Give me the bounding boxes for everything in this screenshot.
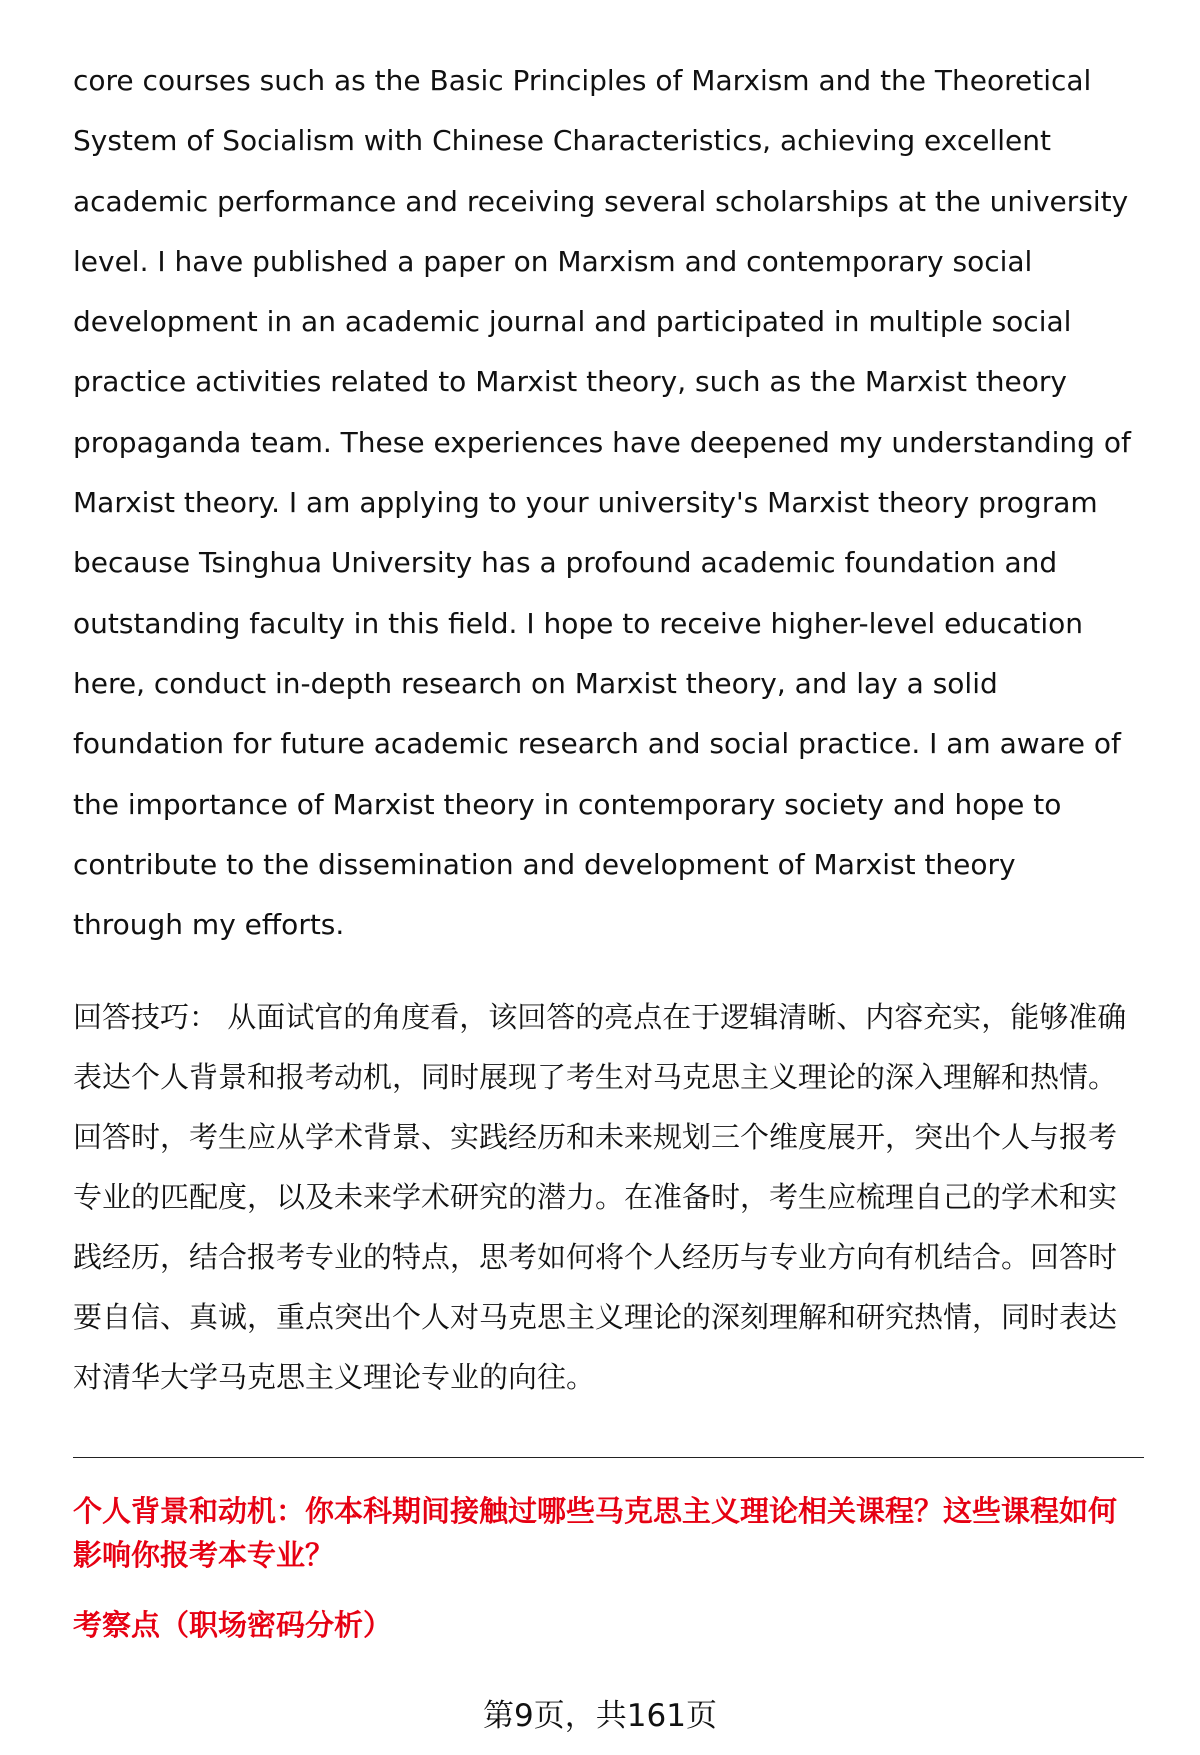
text-line: core courses such as the Basic Principles of Marxism and the Theoretical — [73, 64, 1092, 97]
text-line: contribute to the dissemination and development of Marxist theory — [73, 847, 1016, 881]
text-line: practice activities related to Marxist theory, such as the Marxist theory — [73, 365, 1067, 399]
text-line: System of Socialism with Chinese Characteristics, achieving excellent — [73, 124, 1051, 158]
text-line: the importance of Marxist theory in contemporary society and hope to — [73, 787, 1062, 821]
text-line: here, conduct in-depth research on Marxist theory, and lay a solid — [73, 666, 998, 700]
page-number: 第9页，共161页 — [483, 1698, 717, 1734]
heading-line: 个人背景和动机：你本科期间接触过哪些马克思主义理论相关课程？这些课程如何 — [73, 1494, 1118, 1528]
text-line: 专业的匹配度，以及未来学术研究的潜力。在准备时，考生应梳理自己的学术和实 — [73, 1180, 1118, 1214]
text-line: 要自信、真诚，重点突出个人对马克思主义理论的深刻理解和研究热情，同时表达 — [73, 1300, 1118, 1334]
text-line: because Tsinghua University has a profound academic foundation and — [73, 546, 1058, 580]
question-heading — [73, 1489, 1117, 1577]
text-line: through my efforts. — [73, 908, 345, 942]
text-line: 回答时，考生应从学术背景、实践经历和未来规划三个维度展开，突出个人与报考 — [73, 1120, 1118, 1154]
text-line: Marxist theory. I am applying to your university's Marxist theory program — [73, 486, 1098, 520]
text-line: 表达个人背景和报考动机，同时展现了考生对马克思主义理论的深入理解和热情。 — [73, 1060, 1118, 1094]
text-line: academic performance and receiving several scholarships at the university — [73, 184, 1129, 218]
answer-tips-paragraph — [73, 987, 1126, 1407]
text-line: level. I have published a paper on Marxism and contemporary social — [73, 244, 1033, 278]
text-line: 践经历，结合报考专业的特点，思考如何将个人经历与专业方向有机结合。回答时 — [73, 1240, 1118, 1274]
section-divider — [73, 1457, 1144, 1458]
section-label: 考察点（职场密码分析） — [73, 1608, 393, 1642]
text-line: outstanding faculty in this field. I hope to receive higher-level education — [73, 606, 1083, 640]
text-line: development in an academic journal and participated in multiple social — [73, 305, 1072, 339]
heading-line: 影响你报考本专业？ — [73, 1538, 335, 1572]
text-line: 对清华大学马克思主义理论专业的向往。 — [73, 1360, 596, 1394]
text-line: 回答技巧： 从面试官的角度看，该回答的亮点在于逻辑清晰、内容充实，能够准确 — [73, 1000, 1127, 1034]
text-line: foundation for future academic research and social practice. I am aware of — [73, 727, 1121, 761]
answer-paragraph-en — [73, 51, 1131, 955]
text-line: propaganda team. These experiences have deepened my understanding of — [73, 425, 1131, 459]
